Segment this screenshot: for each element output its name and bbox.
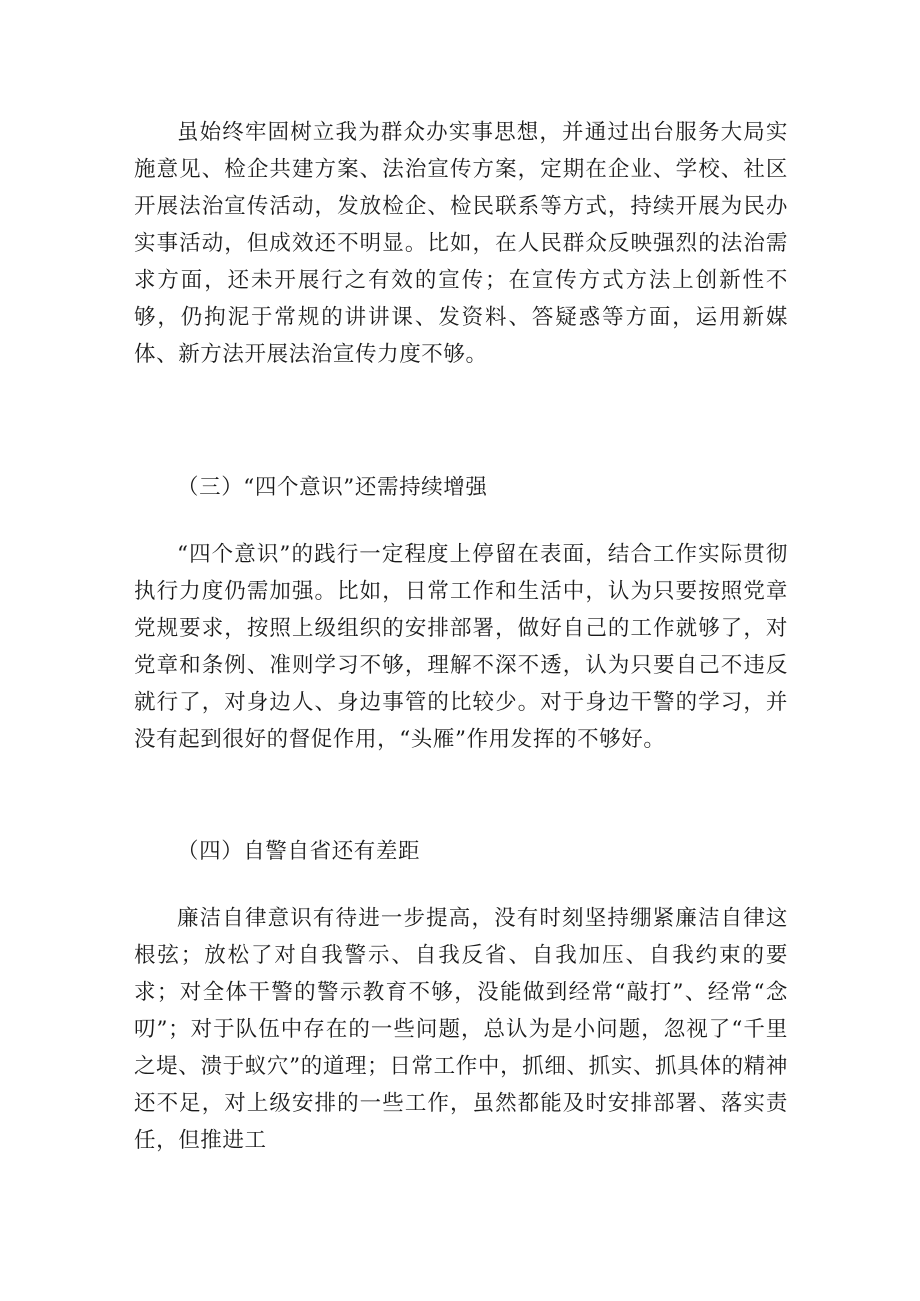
body-paragraph: 虽始终牢固树立我为群众办实事思想，并通过出台服务大局实施意见、检企共建方案、法治宣传方案，定期在企业、学校、社区开展法治宣传活动，发放检企、检民联系等方式，持续开展为民办实事活动，但成效还不明显。比如，在人民群众反映强烈的法治需求方面，还未开展行之有效的宣传；在宣传方式方法上创新性不够，仍拘泥于常规的讲讲课、发资料、答疑惑等方面，运用新媒体、新方法开展法治宣传力度不够。 bbox=[134, 120, 788, 367]
body-paragraph: 廉洁自律意识有待进一步提高，没有时刻坚持绷紧廉洁自律这根弦；放松了对自我警示、自我反省、自我加压、自我约束的要求；对全体干警的警示教育不够，没能做到经常“敲打”、经常“念叨”；对于队伍中存在的一些问题，总认为是小问题，忽视了“千里之堤、溃于蚁穴”的道理；日常工作中，抓细、抓实、抓具体的精神还不足，对上级安排的一些工作，虽然都能及时安排部署、落实责任，但推进工 bbox=[134, 906, 788, 1153]
section-heading-4: （四）自警自省还有差距 bbox=[177, 839, 421, 864]
section-heading-3: （三）“四个意识”还需持续增强 bbox=[177, 475, 488, 500]
body-paragraph: “四个意识”的践行一定程度上停留在表面，结合工作实际贯彻执行力度仍需加强。比如，日常工作和生活中，认为只要按照党章党规要求，按照上级组织的安排部署，做好自己的工作就够了，对党章和条例、准则学习不够，理解不深不透，认为只要自己不违反就行了，对身边人、身边事管的比较少。对于身边干警的学习，并没有起到很好的督促作用，“头雁”作用发挥的不够好。 bbox=[134, 542, 788, 752]
